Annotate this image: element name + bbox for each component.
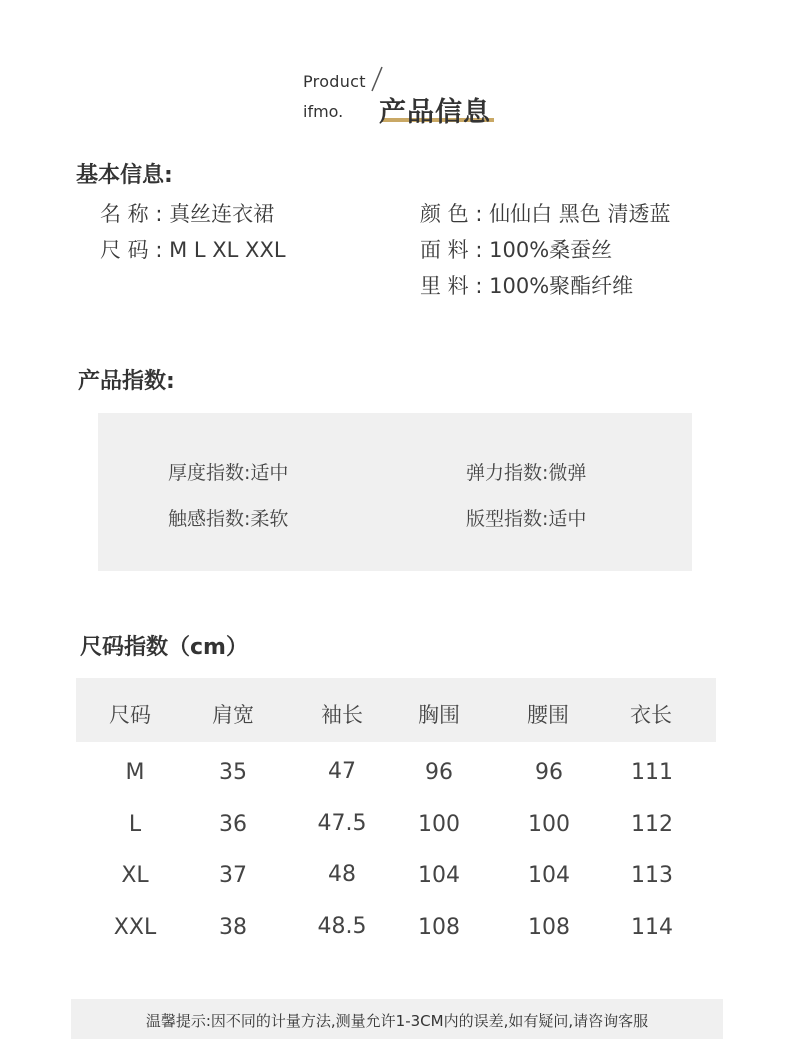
basic-sep: : [148, 202, 170, 226]
table-cell: 96 [535, 760, 563, 785]
basic-label: 名 称 [100, 202, 149, 226]
basic-value: 仙仙白 黑色 清透蓝 [489, 202, 671, 226]
table-cell: 113 [631, 863, 673, 888]
header-en-line1: Product [303, 72, 366, 91]
table-cell: 38 [219, 915, 247, 940]
index-value: 柔软 [250, 508, 289, 530]
basic-label: 面 料 [420, 238, 469, 262]
basic-info-heading: 基本信息: [76, 163, 173, 188]
index-value: 微弹 [548, 462, 587, 484]
table-header-cell: 尺码 [109, 703, 151, 727]
table-cell: 111 [631, 760, 673, 785]
table-header-cell: 袖长 [321, 703, 363, 727]
table-header-cell: 衣长 [630, 703, 672, 727]
table-header-cell: 胸围 [418, 703, 460, 727]
table-header-cell: 肩宽 [212, 703, 254, 727]
table-cell: 100 [528, 812, 570, 837]
table-cell: 108 [528, 915, 570, 940]
index-label: 版型指数: [466, 508, 549, 530]
table-cell: 114 [631, 915, 673, 940]
table-cell: 37 [219, 863, 247, 888]
table-header-cell: 腰围 [527, 703, 569, 727]
table-cell: 35 [219, 760, 247, 785]
table-cell: L [128, 812, 142, 837]
size-chart-heading: 尺码指数（cm） [80, 635, 248, 660]
table-cell: 47.5 [317, 811, 367, 836]
header-en-line2: ifmo. [303, 102, 344, 121]
table-cell: 112 [631, 812, 673, 837]
table-cell: 36 [219, 812, 247, 837]
index-value: 适中 [250, 462, 289, 484]
table-cell: 108 [418, 915, 460, 940]
table-cell: M [125, 760, 145, 785]
index-label: 厚度指数: [168, 462, 251, 484]
page-title: 产品信息 [379, 97, 491, 128]
basic-value: 100%桑蚕丝 [489, 238, 613, 262]
table-cell: 100 [418, 812, 460, 837]
index-label: 触感指数: [168, 508, 251, 530]
basic-label: 里 料 [420, 274, 469, 298]
basic-sep: : [148, 238, 170, 262]
basic-value: 100%聚酯纤维 [489, 274, 634, 298]
index-label: 弹力指数: [466, 462, 549, 484]
basic-sep: : [468, 202, 490, 226]
basic-value: M L XL XXL [169, 238, 286, 262]
table-cell: 96 [425, 760, 453, 785]
table-cell: XXL [113, 915, 157, 940]
notice-text: 温馨提示:因不同的计量方法,测量允许1-3CM内的误差,如有疑问,请咨询客服 [145, 1012, 649, 1030]
basic-label: 颜 色 [420, 202, 469, 226]
table-cell: 47 [328, 759, 356, 784]
notice-bar [71, 999, 723, 1039]
table-cell: XL [121, 863, 149, 888]
product-index-heading: 产品指数: [78, 369, 175, 394]
table-cell: 48 [328, 862, 356, 887]
basic-sep: : [468, 274, 490, 298]
basic-sep: : [468, 238, 490, 262]
table-cell: 104 [528, 863, 570, 888]
table-cell: 104 [418, 863, 460, 888]
basic-value: 真丝连衣裙 [169, 202, 275, 226]
table-cell: 48.5 [317, 914, 367, 939]
index-value: 适中 [548, 508, 587, 530]
basic-label: 尺 码 [100, 238, 149, 262]
